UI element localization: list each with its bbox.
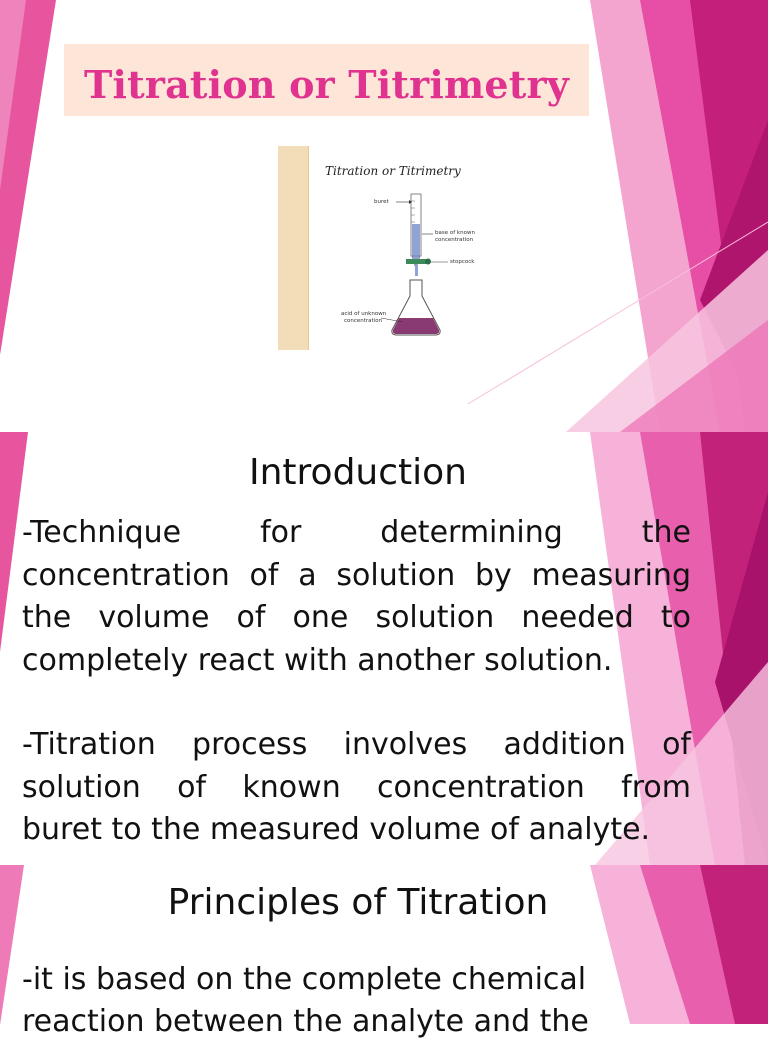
intro-paragraph-1-line-1: -Technique for determining the xyxy=(22,515,691,550)
intro-paragraph-2-line-2: solution of known concentration from xyxy=(22,770,691,805)
principles-paragraph-line-1: -it is based on the complete chemical xyxy=(22,962,587,997)
intro-paragraph-2-line-1: -Titration process involves addition of xyxy=(22,727,691,762)
slide-title xyxy=(0,0,768,432)
label-base-line1: base of known xyxy=(435,230,475,236)
label-buret: buret xyxy=(374,199,389,205)
intro-paragraph-1-line-3: the volume of one solution needed to xyxy=(22,600,691,635)
label-acid-line2: concentration xyxy=(344,318,383,324)
slide-title-text: Titration or Titrimetry xyxy=(84,62,570,107)
principles-paragraph-line-2: reaction between the analyte and the xyxy=(22,1004,589,1039)
intro-paragraph-2-line-3: buret to the measured volume of analyte. xyxy=(22,812,651,847)
label-stopcock: stopcock xyxy=(450,259,475,265)
principles-heading: Principles of Titration xyxy=(167,882,549,923)
titration-figure xyxy=(278,146,475,352)
introduction-heading: Introduction xyxy=(248,452,467,493)
figure-title: Titration or Titrimetry xyxy=(325,164,461,178)
label-acid-line1: acid of unknown xyxy=(341,311,387,317)
intro-paragraph-1-line-2: concentration of a solution by measuring xyxy=(22,558,691,593)
label-base-line2: concentration xyxy=(435,237,474,243)
intro-paragraph-1-line-4: completely react with another solution. xyxy=(22,643,613,678)
